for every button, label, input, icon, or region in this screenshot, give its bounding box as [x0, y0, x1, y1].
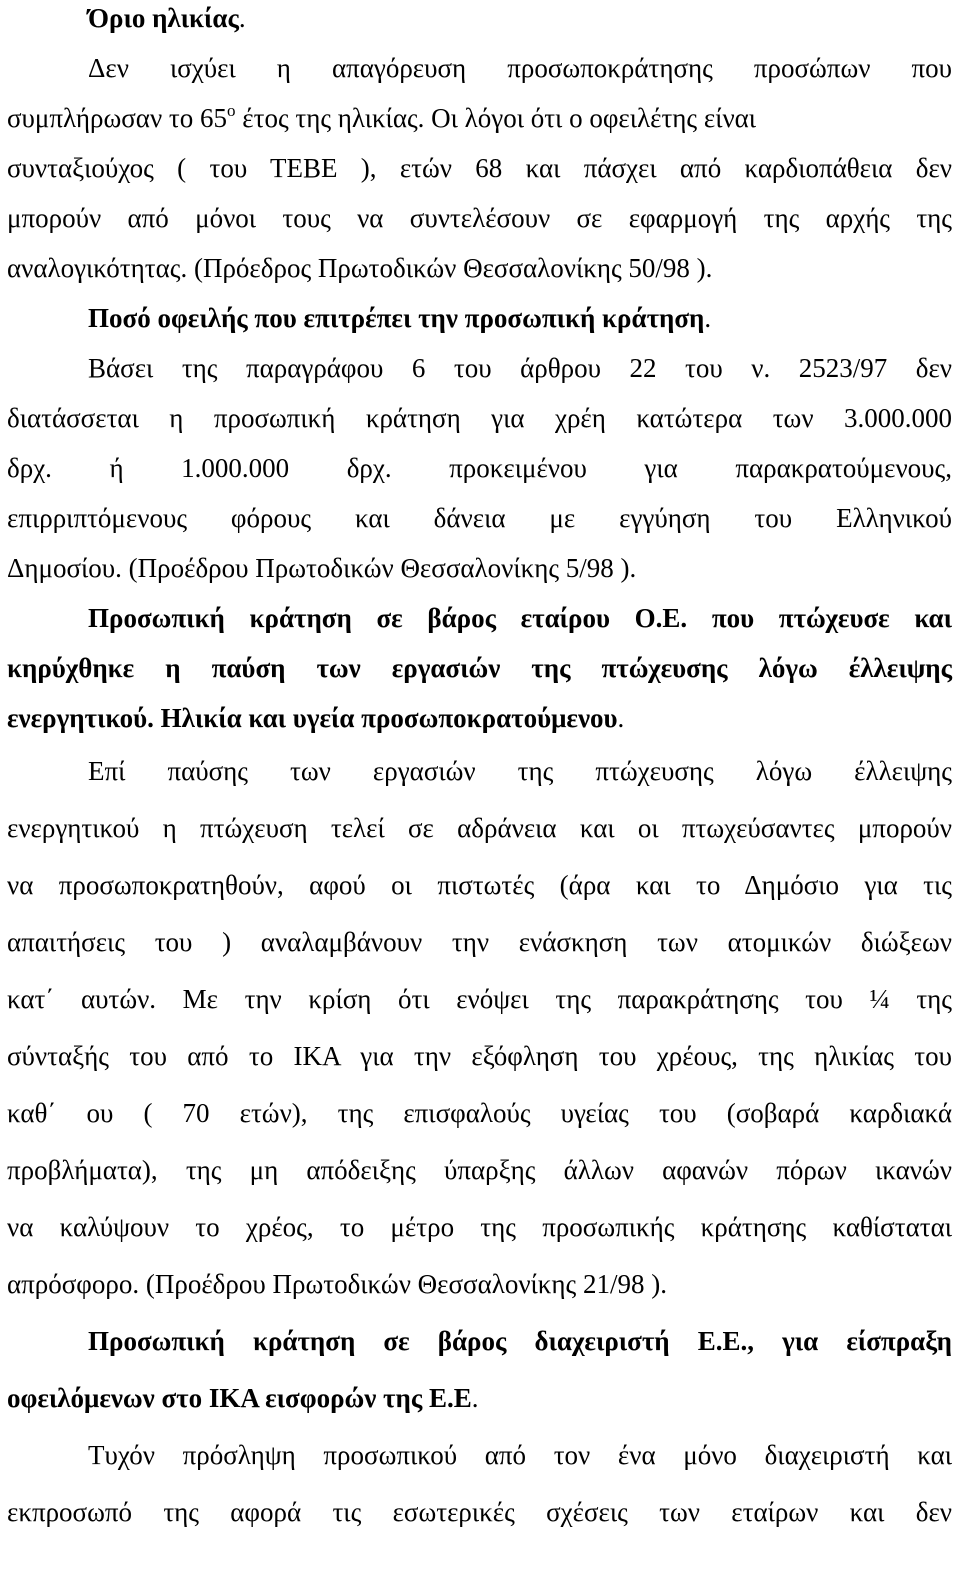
paragraph-line: συμπλήρωσαν το $65^o$ έτος της ηλικίας. Οι λόγοι ότι ο οφειλέτης είναι	[7, 101, 757, 133]
paragraph-line: σύνταξής του από το ΙΚΑ για την εξόφληση του χρέους, της ηλικίας του	[7, 1041, 952, 1071]
paragraph-line: διατάσσεται η προσωπική κράτηση για χρέη κατώτερα των 3.000.000	[7, 403, 952, 433]
paragraph-line: Δεν ισχύει η απαγόρευση προσωποκράτησης προσώπων που	[88, 53, 952, 83]
section-heading-partner: Προσωπική κράτηση σε βάρος εταίρου Ο.Ε. που πτώχευσε και	[88, 603, 952, 633]
paragraph-line: προβλήματα), της μη απόδειξης ύπαρξης άλλων αφανών πόρων ικανών	[7, 1155, 952, 1185]
section-heading-manager: Προσωπική κράτηση σε βάρος διαχειριστή Ε.Ε., για είσπραξη	[88, 1326, 952, 1356]
superscript: ο	[227, 101, 236, 120]
section-heading-partner: κηρύχθηκε η παύση των εργασιών της πτώχευσης λόγω έλλειψης	[7, 653, 952, 683]
paragraph-line: συνταξιούχος ( του ΤΕΒΕ ), ετών 68 και πάσχει από καρδιοπάθεια δεν	[7, 153, 952, 183]
paragraph-line: απαιτήσεις του ) αναλαμβάνουν την ενάσκηση των ατομικών διώξεων	[7, 927, 952, 957]
paragraph-line: κατ΄ αυτών. Με την κρίση ότι ενόψει της παρακράτησης του ¼ της	[7, 984, 952, 1014]
paragraph-line: να καλύψουν το χρέος, το μέτρο της προσωπικής κράτησης καθίσταται	[7, 1212, 952, 1242]
paragraph-line: δρχ. ή 1.000.000 δρχ. προκειμένου για παρακρατούμενους,	[7, 453, 952, 483]
paragraph-line: Επί παύσης των εργασιών της πτώχευσης λόγω έλλειψης	[88, 756, 952, 786]
paragraph-line: Τυχόν πρόσληψη προσωπικού από τον ένα μόνο διαχειριστή και	[88, 1440, 952, 1470]
paragraph-line: εκπροσωπό της αφορά τις εσωτερικές σχέσεις των εταίρων και δεν	[7, 1497, 952, 1527]
section-heading-age: Όριο ηλικίας.	[88, 3, 246, 33]
section-heading-amount: Ποσό οφειλής που επιτρέπει την προσωπική κράτηση.	[88, 303, 712, 333]
paragraph-line: μπορούν από μόνοι τους να συντελέσουν σε εφαρμογή της αρχής της	[7, 203, 952, 233]
paragraph-line: ενεργητικού η πτώχευση τελεί σε αδράνεια και οι πτωχεύσαντες μπορούν	[7, 813, 952, 843]
section-heading-manager: οφειλόμενων στο ΙΚΑ εισφορών της Ε.Ε.	[7, 1383, 479, 1413]
paragraph-line: καθ΄ ου ( 70 ετών), της επισφαλούς υγείας του (σοβαρά καρδιακά	[7, 1098, 952, 1128]
paragraph-line: επιρριπτόμενους φόρους και δάνεια με εγγύηση του Ελληνικού	[7, 503, 952, 533]
paragraph-line: Βάσει της παραγράφου 6 του άρθρου 22 του ν. 2523/97 δεν	[88, 353, 952, 383]
paragraph-line: Δημοσίου. (Προέδρου Πρωτοδικών Θεσσαλονίκης 5/98 ).	[7, 553, 637, 583]
section-heading-partner: ενεργητικού. Ηλικία και υγεία προσωποκρατούμενου.	[7, 703, 625, 733]
paragraph-line: αναλογικότητας. (Πρόεδρος Πρωτοδικών Θεσσαλονίκης 50/98 ).	[7, 253, 713, 283]
paragraph-line: να προσωποκρατηθούν, αφού οι πιστωτές (άρα και το Δημόσιο για τις	[7, 870, 952, 900]
paragraph-line: απρόσφορο. (Προέδρου Πρωτοδικών Θεσσαλονίκης 21/98 ).	[7, 1269, 667, 1299]
